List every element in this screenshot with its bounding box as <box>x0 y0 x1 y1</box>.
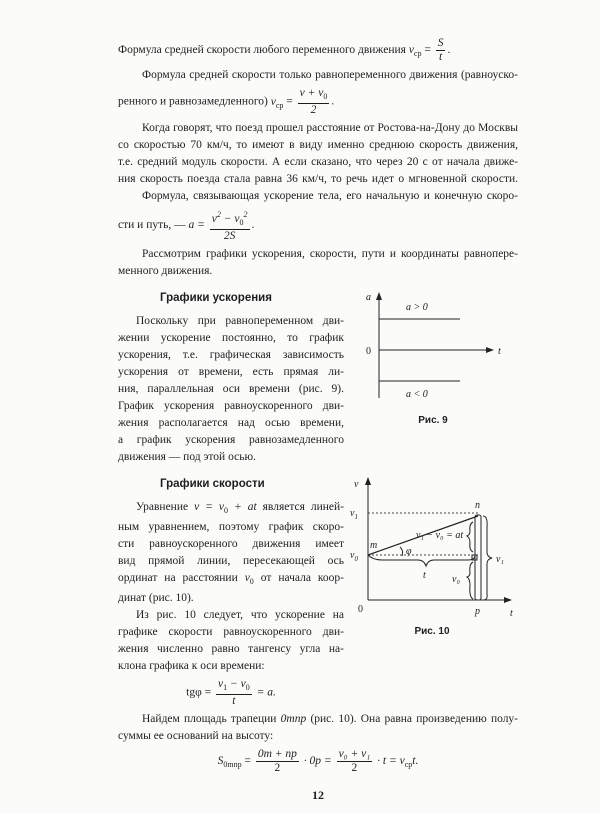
area-formula: $S_{0mnp}$ = $\frac{0m + np}{2}$ · 0p = $\frac{\text{v₀ + v₁}}{2}$ · $t = v_{ср}t$. <box>217 748 419 774</box>
t-axis-label: t <box>498 346 501 357</box>
difference-label: v₁ − v₀ = at <box>416 530 464 541</box>
section-heading: Графики ускорения <box>160 292 272 304</box>
paragraph-line-with-formula <box>118 84 518 120</box>
v1-brace <box>483 516 492 600</box>
paragraph-line: График ускорения равноускоренного дви- <box>118 400 344 412</box>
page-number: 12 <box>312 788 324 802</box>
paragraph-line: движения — под этой осью. <box>118 451 256 463</box>
paragraph-line: жения располагается над осью времени, <box>118 417 344 429</box>
paragraph-line: ным уравнением, поэтому график скоро- <box>118 521 344 533</box>
v1-brace-label: v₁ <box>496 554 504 565</box>
paragraph-line: вид прямой линии, пересекающей ось <box>118 555 344 567</box>
text: сти и путь, — <box>118 219 186 232</box>
period: . <box>251 219 255 232</box>
figure-10-velocity-graph <box>346 472 518 622</box>
above-label: a > 0 <box>406 302 428 313</box>
below-label: a < 0 <box>406 389 428 400</box>
paragraph-line: графике скорости равноускоренного дви- <box>118 626 344 638</box>
figure-9-acceleration-graph <box>348 286 518 411</box>
paragraph-line: жении ускорение постоянно, то график <box>118 332 344 344</box>
a-axis-arrow-icon <box>376 292 382 300</box>
paragraph-line: жения численно равно тангенсу угла на- <box>118 643 344 655</box>
diff-brace <box>467 522 473 552</box>
paragraph-line: Из рис. 10 следует, что ускорение на <box>136 609 344 621</box>
fraction: $\frac{v + v_0}{2}$ <box>299 87 328 116</box>
period: . <box>331 95 335 108</box>
v-axis-arrow-icon <box>365 477 371 485</box>
v-axis-label: v <box>354 479 359 490</box>
v0-brace-label: v₀ <box>452 574 460 585</box>
section-heading: Графики скорости <box>160 478 265 490</box>
period: . <box>447 44 451 57</box>
point-n-label: n <box>475 500 480 511</box>
paragraph-line: Формула, связывающая ускорение тела, его начальную и конечную скоро- <box>142 190 518 202</box>
point-p-label: p <box>475 606 480 617</box>
fraction: $\frac{S}{t}$ <box>437 37 444 63</box>
paragraph-line: Рассмотрим графики ускорения, скорости, пути и координаты равнопере- <box>142 248 518 260</box>
origin-label: 0 <box>358 604 363 615</box>
point-m-label: m <box>370 540 378 551</box>
paragraph-avg-speed-formula <box>118 34 518 67</box>
paragraph-line: сти равноускоренного движения имеет <box>118 538 344 550</box>
eq: = <box>424 44 431 57</box>
paragraph-line: Найдем площадь трапеции 0mnp (рис. 10). Она равна произведению полу- <box>142 713 519 725</box>
eq: = <box>286 95 293 108</box>
paragraph-line: Поскольку при равнопеременном дви- <box>136 315 344 327</box>
paragraph-speed <box>118 499 344 675</box>
paragraph-line: ния, параллельная оси времени (рис. 9). <box>118 383 344 395</box>
paragraph-line: суммы ее оснований на высоту: <box>118 730 274 742</box>
t-brace <box>368 555 475 566</box>
t-axis-arrow-icon <box>486 347 494 353</box>
paragraph-line: Когда говорят, что поезд прошел расстояние от Ростова-на-Дону до Москвы <box>142 122 518 134</box>
speed-section <box>118 472 518 711</box>
paragraph-line: клона графика к оси времени: <box>118 660 265 672</box>
paragraph-line: менного движения. <box>118 265 213 277</box>
paragraph-line: т.е. средний модуль скорости. А если сказано, что через 20 с от начала движе- <box>118 156 518 168</box>
a-axis-label: a <box>366 292 371 303</box>
v0-label: $v_0$ <box>350 550 358 563</box>
figure-10-caption: Рис. 10 <box>414 626 450 637</box>
formula-lhs: a = <box>188 219 205 232</box>
angle-phi-label: φ <box>406 546 412 557</box>
v1-label: $v_1$ <box>350 508 358 521</box>
acceleration-section <box>118 286 518 466</box>
paragraph-line: со скоростью 70 км/ч, то имеют в виду именно среднюю скорость движения, <box>118 139 518 151</box>
fraction: $\frac{v^2 - v_0^2}{2S}$ <box>211 210 248 242</box>
t-brace-label: t <box>423 570 426 581</box>
formula-v: $v_{ср}$ <box>408 44 422 59</box>
figure-9-caption: Рис. 9 <box>418 415 448 426</box>
paragraph-line: ординат на расстоянии $v_0$ от начала коор- <box>118 572 344 586</box>
t-axis-label: t <box>510 608 513 619</box>
paragraph-train <box>118 120 518 188</box>
v0-brace <box>467 562 473 599</box>
np-segment <box>475 515 481 600</box>
paragraph-line: динат (рис. 10). <box>118 592 194 604</box>
formula-v: $v_{ср}$ <box>270 95 284 110</box>
tangent-formula: tgφ = $\frac{v_1 - v_0}{t}$ = a. <box>186 678 276 707</box>
paragraph-line: ускорения от времени, есть прямая ли- <box>118 366 344 378</box>
paragraph-line: Уравнение $v = v_0$ + at является линей- <box>136 501 345 515</box>
text: ренного и равнозамедленного) <box>118 95 268 108</box>
paragraph-line: Формула средней скорости только равнопеременного движения (равноуско- <box>142 69 518 81</box>
t-axis-arrow-icon <box>504 597 512 603</box>
paragraph-accel <box>118 313 344 466</box>
paragraph-line-with-formula <box>118 205 518 246</box>
text: Формула средней скорости любого переменного движения <box>118 44 406 57</box>
paragraph-line: ускорения, т.е. графическая зависимость <box>118 349 344 361</box>
origin-label: 0 <box>366 346 371 357</box>
paragraph-line: а график ускорения равнозамедленного <box>118 434 344 446</box>
paragraph-line: ния скорость поезда стала равна 36 км/ч, то речь идет о мгновенной скорости. <box>118 173 518 185</box>
